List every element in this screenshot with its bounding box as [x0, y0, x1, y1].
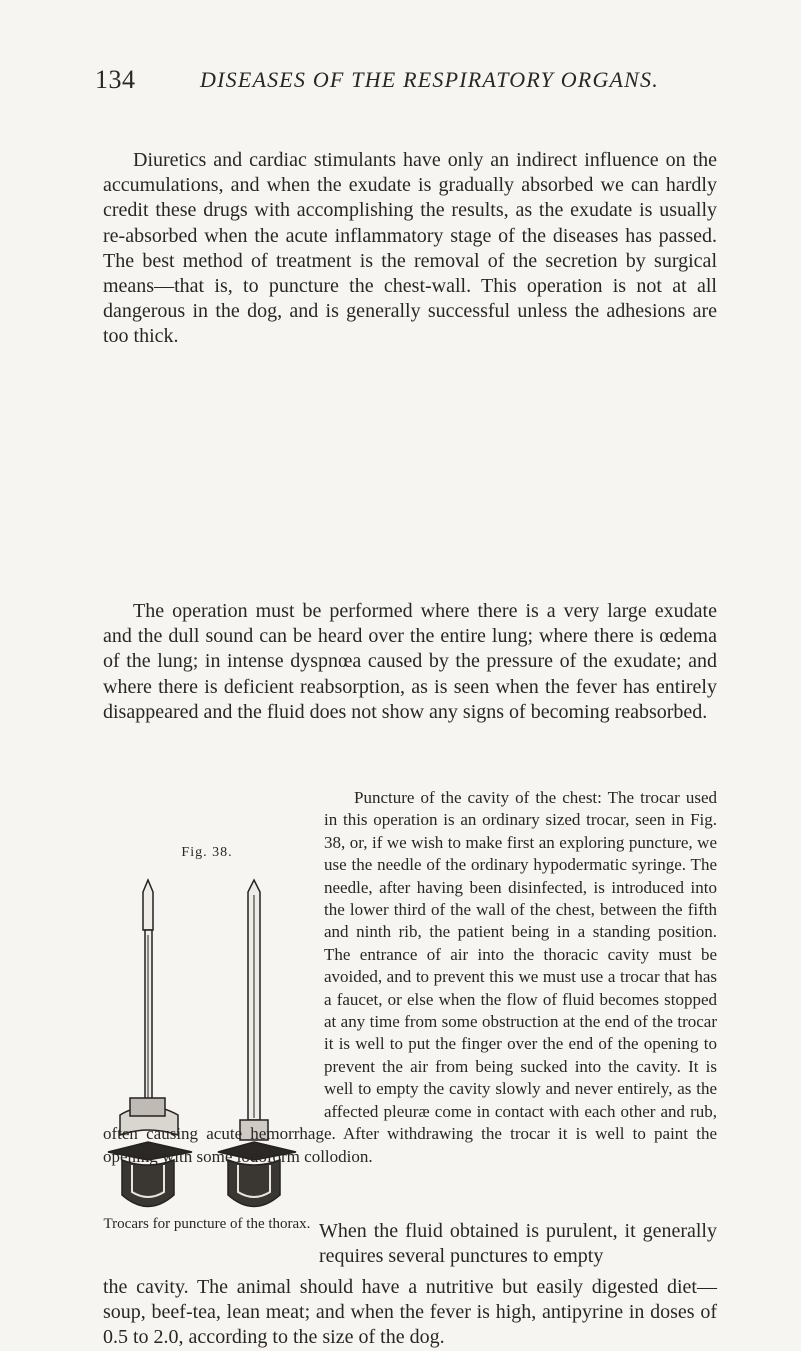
- page-header: [95, 65, 741, 105]
- paragraph-diuretics: Diuretics and cardiac stimulants have only an indirect influence on the accumulations, and when the exudate is gradually absorbed we can hardly credit these drugs with accomplishing the results, as the exudate is usually re-absorbed when the acute inflammatory stage of the diseases has passed. The best method of treatment is the removal of the secretion by surgical means—that is, to puncture the chest-wall. This operation is not at all dangerous in the dog, and is generally successful unless the adhesions are too thick.: [103, 149, 717, 348]
- paragraph-purulent: When the fluid obtained is purulent, it generally requires several punctures to empty: [319, 1220, 717, 1268]
- running-head: DISEASES OF THE RESPIRATORY ORGANS.: [200, 67, 659, 92]
- page-number: 134: [95, 65, 136, 94]
- paragraph-puncture: Puncture of the cavity of the chest: The trocar used in this operation is an ordinary sized trocar, seen in Fig. 38, or, if we wish to make first an exploring puncture, we use the needle of the ordinary hypodermatic syringe. The needle, after having been disinfected, is introduced into the lower third of the wall of the chest, between the fifth and ninth rib, the patient being in a standing position. The entrance of air into the thoracic cavity must be avoided, and to prevent this we must use a trocar that has a faucet, or else when the flow of fluid becomes stopped at any time from some obstruction at the end of the trocar it is well to put the finger over the end of the opening to prevent the air from being sucked into the cavity. It is well to empty the cavity slowly and never entirely, as the affected pleuræ come in contact with each other and rub, often causing acute hemorrhage. After withdrawing the trocar it is well to paint the opening with some iodoform collodion.: [103, 788, 717, 1166]
- paragraph-operation: The operation must be performed where there is a very large exudate and the dull sound can be heard over the entire lung; where there is œdema of the lung; in intense dyspnœa caused by the pressure of the exudate; and where there is deficient reabsorption, as is seen when the fever has entirely disappeared and the fluid does not show any signs of becoming reabsorbed.: [103, 600, 717, 723]
- figure-label: Fig. 38.: [181, 845, 233, 860]
- paragraph-diet: the cavity. The animal should have a nutritive but easily digested diet—soup, beef-tea, lean meat; and when the fever is high, antipyrine in doses of 0.5 to 2.0, according to the size of the dog.: [103, 1276, 717, 1349]
- figure-caption: Trocars for puncture of the thorax.: [103, 1216, 311, 1232]
